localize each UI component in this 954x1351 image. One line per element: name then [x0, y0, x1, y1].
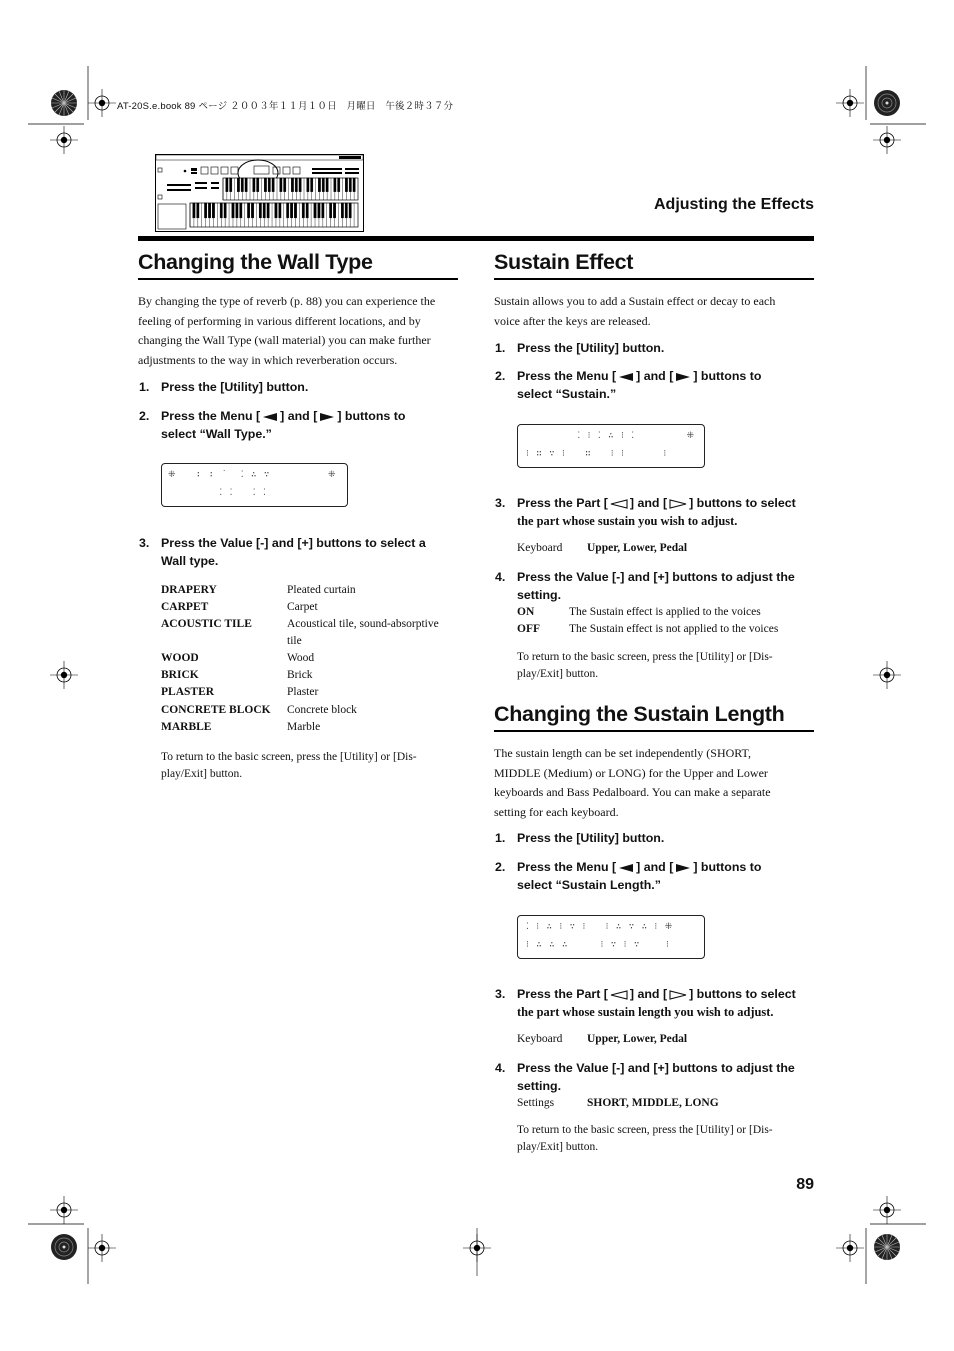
wall-type-intro — [138, 292, 468, 370]
wall-step-1 — [139, 378, 469, 396]
outline-left-arrow-icon — [610, 499, 628, 509]
wall-type-desc: Concrete block — [287, 704, 357, 716]
lcd-line: ⁚ ⁚ ⁚ ⁚ — [168, 488, 267, 498]
step-text: Press the Menu [ ] and [ ] buttons to select “Wall Type.” — [161, 409, 406, 441]
wall-return-note: To return to the basic screen, press the [Utility] or [Dis- play/Exit] button. — [161, 751, 417, 781]
sustain-return-note: To return to the basic screen, press the [Utility] or [Dis- play/Exit] button. — [517, 651, 773, 681]
outline-left-arrow-icon — [610, 990, 628, 1000]
sustain-step-1: 1. Press the [Utility] button. — [495, 341, 665, 355]
wall-type-name: CONCRETE BLOCK — [161, 704, 271, 716]
length-step-3: 3. Press the Part [ ] and [ ] buttons to select the part whose sustain length you wish to adjust. — [495, 987, 796, 1019]
wall-type-name: DRAPERY — [161, 584, 217, 596]
outline-right-arrow-icon — [669, 499, 687, 509]
wall-type-name: PLASTER — [161, 686, 215, 698]
step-text: Press the Value [-] and [+] buttons to select a Wall type. — [161, 536, 426, 568]
wall-type-name: CARPET — [161, 601, 209, 613]
step-number: 3. — [139, 536, 150, 550]
length-step-2: 2. Press the Menu [ ] and [ ] buttons to select “Sustain Length.” — [495, 860, 762, 892]
wall-type-heading: Changing the Wall Type — [138, 250, 373, 274]
wall-type-heading-rule — [138, 278, 458, 280]
wall-type-desc: tile — [287, 635, 302, 647]
sustain-effect-heading: Sustain Effect — [494, 250, 634, 274]
section-header: Adjusting the Effects — [653, 196, 814, 213]
length-step-1: 1. Press the [Utility] button. — [495, 831, 665, 845]
organ-illustration — [155, 154, 364, 232]
length-step-4: 4. Press the Value [-] and [+] buttons to adjust the setting. — [495, 1061, 795, 1093]
wall-step-2 — [139, 407, 469, 443]
left-arrow-icon — [619, 373, 633, 381]
step-text: Press the [Utility] button. — [161, 380, 309, 394]
page-number: 89 — [796, 1176, 814, 1193]
sustain-length-heading-rule — [494, 730, 814, 732]
wall-type-desc: Pleated curtain — [287, 584, 356, 596]
length-keyboard-row: Keyboard Upper, Lower, Pedal — [517, 1033, 688, 1045]
wall-type-name: WOOD — [161, 652, 199, 664]
intro-line: changing the Wall Type (wall material) you can make further — [138, 333, 431, 347]
sustain-step-4: 4. Press the Value [-] and [+] buttons to adjust the setting. — [495, 570, 795, 602]
sustain-step-3: 3. Press the Part [ ] and [ ] buttons to select the part whose sustain you wish to adjust. — [495, 496, 796, 528]
sustain-effect-heading-rule — [494, 278, 814, 280]
intro-line: adjustments to the way in which reverberation occurs. — [138, 352, 398, 367]
wall-type-lcd — [161, 463, 348, 507]
left-arrow-icon — [263, 413, 277, 421]
right-arrow-icon — [320, 413, 334, 421]
wall-type-name: ACOUSTIC TILE — [161, 618, 252, 630]
intro-line: feeling of performing in various different locations, and by — [138, 313, 421, 328]
length-return-note: To return to the basic screen, press the [Utility] or [Dis- play/Exit] button. — [517, 1124, 773, 1154]
sustain-length-heading: Changing the Sustain Length — [494, 702, 785, 726]
sustain-lcd: ⁚ ⁝ ⁚ ∴ ⁝ ⁚ ⁜ ⁝ ∷ ∵ ⁝ ∷ ⁝ ⁝ ⁝ — [517, 424, 705, 468]
wall-type-desc: Brick — [287, 669, 313, 681]
wall-type-desc: Acoustical tile, sound-absorptive — [287, 618, 439, 630]
wall-type-name: BRICK — [161, 669, 199, 681]
sustain-length-intro: The sustain length can be set independently (SHORT, MIDDLE (Medium) or LONG) for the Upper and Lower keyboards and Bass Pedalboard. You can make a separate setting for each keyboard. — [494, 746, 771, 819]
sustain-keyboard-row: Keyboard Upper, Lower, Pedal — [517, 542, 688, 554]
wall-type-desc: Plaster — [287, 686, 319, 698]
step-number: 2. — [139, 409, 150, 423]
step-number: 1. — [139, 380, 150, 394]
left-arrow-icon — [619, 864, 633, 872]
wall-type-table — [161, 582, 461, 742]
wall-type-desc: Carpet — [287, 601, 318, 613]
right-arrow-icon — [676, 373, 690, 381]
length-settings-row: Settings SHORT, MIDDLE, LONG — [517, 1097, 719, 1109]
wall-type-desc: Marble — [287, 721, 321, 733]
file-header: AT-20S.e.book 89 ページ ２００３年１１月１０日 月曜日 午後２時３７分 — [117, 101, 454, 112]
wall-type-desc: Wood — [287, 652, 315, 664]
intro-line: By changing the type of reverb (p. 88) you can experience the — [138, 294, 436, 308]
wall-step-3 — [139, 534, 469, 570]
sustain-step-2: 2. Press the Menu [ ] and [ ] buttons to select “Sustain.” — [495, 369, 762, 401]
sustain-onoff-table: ON The Sustain effect is applied to the voices OFF The Sustain effect is not applied to the voices — [517, 606, 779, 635]
sustain-length-lcd: ⁚ ⁝ ∴ ⁝ ∵ ⁝ ⁝ ∴ ∵ ∴ ⁝ ⁜ ⁝ ∴ ∴ ∴ ⁝ ∵ ⁝ ∵ ⁝ — [517, 915, 705, 959]
right-arrow-icon — [676, 864, 690, 872]
wall-type-name: MARBLE — [161, 721, 212, 733]
sustain-intro: Sustain allows you to add a Sustain effect or decay to each voice after the keys are released. — [494, 294, 776, 328]
outline-right-arrow-icon — [669, 990, 687, 1000]
top-rule — [138, 236, 814, 241]
lcd-line: ⁜ ∶ ∶ ˙ ⁚ ∴ ∵ ⁜ — [168, 470, 337, 480]
